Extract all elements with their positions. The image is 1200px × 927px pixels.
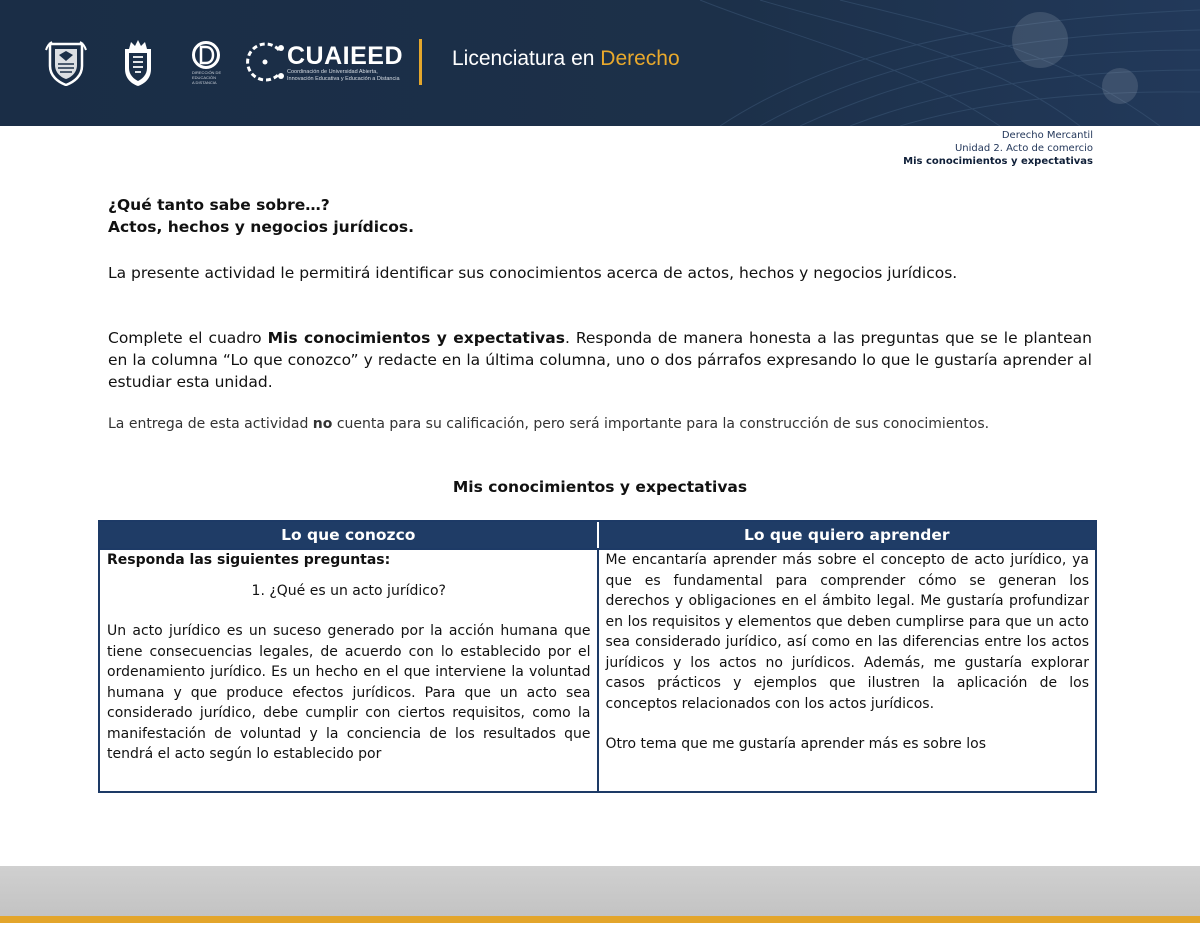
instruction-label: Responda las siguientes preguntas: bbox=[107, 552, 391, 568]
cuaieed-wordmark: CUAIEED bbox=[287, 42, 404, 70]
knowledge-table bbox=[98, 520, 1097, 793]
learn-cell bbox=[599, 550, 1096, 793]
table-title: Mis conocimientos y expectativas bbox=[452, 478, 748, 496]
instructions-paragraph: Complete el cuadro Mis conocimientos y expectativas. Responda de manera honesta a las preguntas que se le plantean en la columna “Lo que conozco” y redacte en la última columna, uno o dos párrafos expresando lo que le gustaría aprender al estudiar esta unidad. bbox=[108, 329, 1092, 391]
breadcrumb bbox=[903, 129, 1093, 168]
learn-paragraph-1: Me encantaría aprender más sobre el concepto de acto jurídico, ya que es fundamental para comprender cómo se generan los derechos y obligaciones en el ámbito legal. Me gustaría profundizar en los requisitos y elementos que deben cumplirse para que un acto sea considerado jurídico, así como en las diferencias entre los actos jurídicos y los actos no jurídicos. Además, me gustaría explorar casos prácticos y ejemplos que ilustren la aplicación de los conceptos relacionados con los actos jurídicos. bbox=[605, 552, 1089, 712]
footer-band bbox=[0, 866, 1200, 916]
unam-crest-icon bbox=[44, 40, 88, 86]
footer-accent-line bbox=[0, 916, 1200, 923]
cuaieed-logo-icon bbox=[243, 40, 287, 84]
breadcrumb-unit: Unidad 2. Acto de comercio bbox=[954, 143, 1093, 154]
table-header-row bbox=[100, 522, 1095, 550]
heading-question: ¿Qué tanto sabe sobre…? bbox=[108, 196, 330, 214]
header-banner bbox=[0, 0, 1200, 126]
question-item: 1. ¿Qué es un acto jurídico? bbox=[251, 582, 446, 599]
learn-paragraph-2: Otro tema que me gustaría aprender más es sobre los bbox=[605, 736, 986, 752]
breadcrumb-course: Derecho Mercantil bbox=[1001, 130, 1093, 141]
faculty-crest-icon bbox=[121, 39, 155, 87]
table-body-row bbox=[100, 550, 1095, 793]
answer-text: Un acto jurídico es un suceso generado por la acción humana que tiene consecuencias legales, de acuerdo con lo establecido por el ordenamiento jurídico. Es un hecho en el que interviene la voluntad humana y que produce efectos jurídicos. Para que un acto sea considerado jurídico, debe cumplir con ciertos requisitos, como la manifestación de voluntad y la conciencia de los resultados que tendrá el acto según lo establecido por bbox=[107, 623, 591, 762]
page-heading bbox=[108, 194, 1092, 238]
grading-note: La entrega de esta actividad no cuenta para su calificación, pero será importante para la construcción de sus conocimientos. bbox=[108, 416, 990, 432]
breadcrumb-activity: Mis conocimientos y expectativas bbox=[903, 156, 1093, 167]
header-divider bbox=[419, 39, 422, 85]
column-header-learn: Lo que quiero aprender bbox=[743, 526, 950, 544]
known-cell bbox=[100, 550, 599, 793]
program-name: Derecho bbox=[600, 47, 680, 70]
cuaieed-caption: Coordinación de Universidad Abierta, Innovación Educativa y Educación a Distancia bbox=[287, 69, 400, 82]
program-title: Licenciatura en Derecho bbox=[452, 47, 680, 70]
intro-paragraph: La presente actividad le permitirá identificar sus conocimientos acerca de actos, hechos y negocios jurídicos. bbox=[108, 264, 958, 282]
dgeda-logo-icon bbox=[191, 40, 221, 70]
column-header-known: Lo que conozco bbox=[100, 522, 599, 548]
heading-topic: Actos, hechos y negocios jurídicos. bbox=[108, 218, 415, 236]
dgeda-caption: DIRECCIÓN DE EDUCACIÓN A DISTANCIA bbox=[192, 70, 222, 85]
